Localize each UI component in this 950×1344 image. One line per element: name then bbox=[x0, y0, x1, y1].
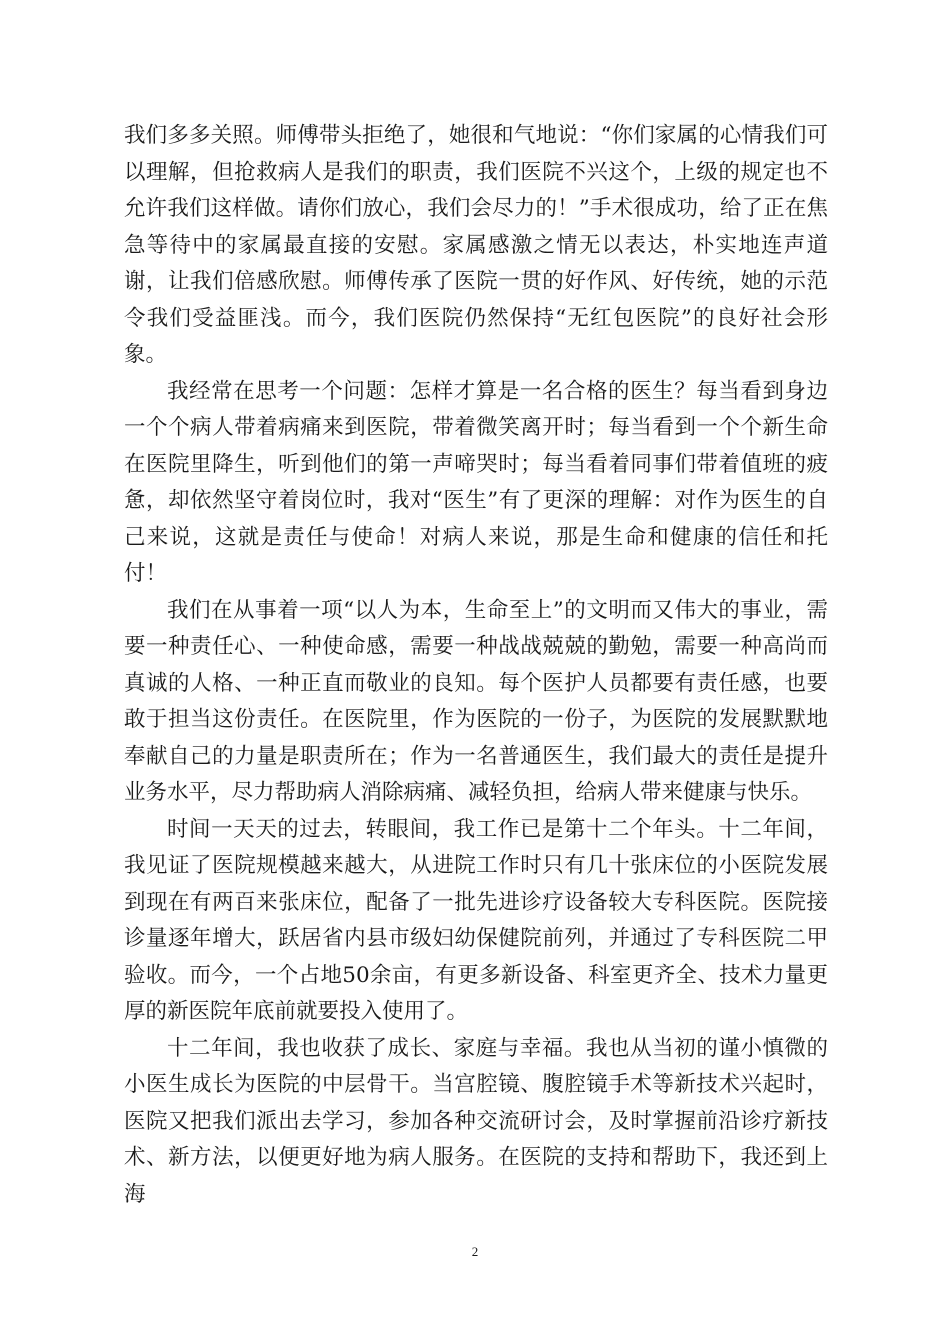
paragraph-4: 时间一天天的过去，转眼间，我工作已是第十二个年头。十二年间，我见证了医院规模越来越大，从进院工作时只有几十张床位的小医院发展到现在有两百来张床位，配备了一批先进诊疗设备较大专科医院。医院接诊量逐年增大，跃居省内县市级妇幼保健院前列，并通过了专科医院二甲验收。而今，一个占地50余亩，有更多新设备、科室更齐全、技术力量更厚的新医院年底前就要投入使用了。 bbox=[124, 816, 828, 1024]
paragraph-2: 我经常在思考一个问题：怎样才算是一名合格的医生？每当看到身边一个个病人带着病痛来到医院，带着微笑离开时；每当看到一个个新生命在医院里降生，听到他们的第一声啼哭时；每当看着同事们带着值班的疲惫，却依然坚守着岗位时，我对“医生”有了更深的理解：对作为医生的自己来说，这就是责任与使命！对病人来说，那是生命和健康的信任和托付！ bbox=[124, 378, 828, 586]
paragraph-1: 我们多多关照。师傅带头拒绝了，她很和气地说：“你们家属的心情我们可以理解，但抢救病人是我们的职责，我们医院不兴这个，上级的规定也不允许我们这样做。请你们放心，我们会尽力的！”手术很成功，给了正在焦急等待中的家属最直接的安慰。家属感激之情无以表达，朴实地连声道谢，让我们倍感欣慰。师傅传承了医院一贯的好作风、好传统，她的示范令我们受益匪浅。而今，我们医院仍然保持“无红包医院”的良好社会形象。 bbox=[124, 123, 828, 367]
paragraph-5: 十二年间，我也收获了成长、家庭与幸福。我也从当初的谨小慎微的小医生成长为医院的中层骨干。当宫腔镜、腹腔镜手术等新技术兴起时，医院又把我们派出去学习，参加各种交流研讨会，及时掌握前沿诊疗新技术、新方法，以便更好地为病人服务。在医院的支持和帮助下，我还到上海 bbox=[124, 1035, 828, 1207]
page-number: 2 bbox=[471, 1244, 479, 1259]
body-text bbox=[124, 118, 828, 1213]
paragraph-3: 我们在从事着一项“以人为本，生命至上”的文明而又伟大的事业，需要一种责任心、一种使命感，需要一种战战兢兢的勤勉，需要一种高尚而真诚的人格、一种正直而敬业的良知。每个医护人员都要有责任感，也要敢于担当这份责任。在医院里，作为医院的一份子，为医院的发展默默地奉献自己的力量是职责所在；作为一名普通医生，我们最大的责任是提升业务水平，尽力帮助病人消除病痛、减轻负担，给病人带来健康与快乐。 bbox=[124, 597, 828, 805]
